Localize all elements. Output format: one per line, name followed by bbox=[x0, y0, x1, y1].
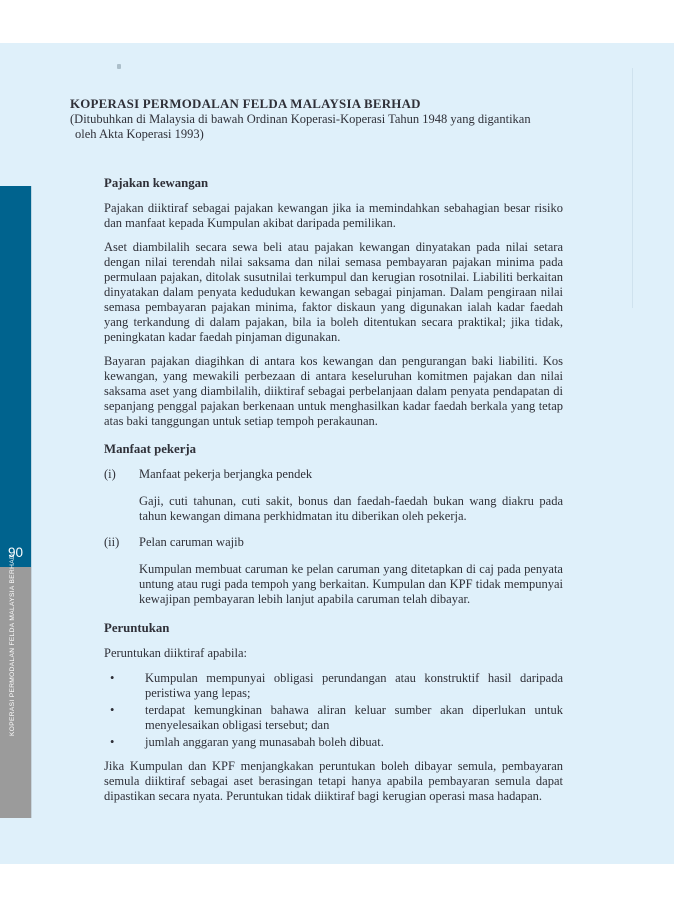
paragraph-finance-lease-1: Pajakan diiktiraf sebagai pajakan kewangan jika ia memindahkan sebahagian besar risiko dan manfaat kepada Kumpulan akibat daripada pemilikan. bbox=[104, 201, 563, 230]
document-title: KOPERASI PERMODALAN FELDA MALAYSIA BERHAD bbox=[70, 97, 421, 111]
sidebar-gray-bar bbox=[0, 553, 31, 818]
heading-pajakan-kewangan: Pajakan kewangan bbox=[104, 176, 209, 190]
scanned-page bbox=[0, 43, 674, 864]
bullet-text-3: jumlah anggaran yang munasabah boleh dibuat. bbox=[145, 735, 384, 749]
heading-peruntukan: Peruntukan bbox=[104, 621, 170, 635]
page-number: 90 bbox=[7, 545, 24, 560]
list-item-i-body: Gaji, cuti tahunan, cuti sakit, bonus dan faedah-faedah bukan wang diakru pada tahun kewangan dimana perkhidmatan itu diberikan oleh pekerja. bbox=[139, 494, 563, 523]
provisions-intro: Peruntukan diiktiraf apabila: bbox=[104, 646, 248, 660]
list-item-i-title: Manfaat pekerja berjangka pendek bbox=[139, 467, 313, 481]
bullet-item bbox=[104, 703, 563, 733]
bullet-marker-icon: • bbox=[110, 735, 115, 749]
list-item-ii-marker: (ii) bbox=[104, 535, 120, 549]
bullet-item bbox=[104, 735, 563, 750]
list-item-i bbox=[104, 467, 563, 482]
bullet-marker-icon: • bbox=[110, 703, 115, 717]
bullet-marker-icon: • bbox=[110, 671, 115, 685]
provisions-closing-paragraph: Jika Kumpulan dan KPF menjangkakan peruntukan boleh dibayar semula, pembayaran semula diiktiraf sebagai aset berasingan tetapi hanya apabila pembayaran semula dapat dipastikan secara nyata. Peruntukan tidak diiktiraf bagi kerugian operasi masa hadapan. bbox=[104, 759, 563, 803]
sidebar-blue-bar bbox=[0, 186, 31, 567]
scan-artifact-line bbox=[632, 68, 633, 308]
list-item-i-marker: (i) bbox=[104, 467, 116, 481]
bullet-text-1: Kumpulan mempunyai obligasi perundangan atau konstruktif hasil daripada peristiwa yang lepas; bbox=[145, 671, 563, 700]
list-item-ii-title: Pelan caruman wajib bbox=[139, 535, 244, 549]
document-subtitle-line1: (Ditubuhkan di Malaysia di bawah Ordinan Koperasi-Koperasi Tahun 1948 yang digantikan bbox=[70, 112, 531, 126]
paragraph-finance-lease-2: Aset diambilalih secara sewa beli atau pajakan kewangan dinyatakan pada nilai setara dengan nilai terendah nilai saksama dan nilai semasa pembayaran pajakan minima pada permulaan pajakan, ditolak susutnilai terkumpul dan kerugian rosotnilai. Liabiliti berkaitan dinyatakan dalam penyata kedudukan kewangan sebagai pinjaman. Dalam pengiraan nilai semasa pembayaran pajakan minima, faktor diskaun yang digunakan ialah kadar faedah yang terkandung di dalam pajakan, bila ia boleh ditentukan secara praktikal; jika tidak, peningkatan kadar faedah pinjaman digunakan. bbox=[104, 240, 563, 344]
provisions-bullet-list bbox=[104, 671, 563, 750]
document-header bbox=[70, 97, 590, 142]
document-subtitle-line2: oleh Akta Koperasi 1993) bbox=[75, 127, 204, 141]
scan-speck bbox=[117, 64, 121, 69]
sidebar-vertical-title: KOPERASI PERMODALAN FELDA MALAYSIA BERHAD bbox=[9, 553, 16, 736]
paragraph-finance-lease-3: Bayaran pajakan diagihkan di antara kos kewangan dan pengurangan baki liabiliti. Kos kewangan, yang mewakili perbezaan di antara keseluruhan komitmen pajakan dan nilai saksama aset yang diambilalih, diiktiraf sebagai perbelanjaan dalam penyata pendapatan di sepanjang penggal pajakan berkenaan untuk menghasilkan kadar faedah berkala yang tetap atas baki tanggungan untuk setiap tempoh perakaunan. bbox=[104, 354, 563, 428]
bullet-item bbox=[104, 671, 563, 701]
list-item-ii bbox=[104, 535, 563, 550]
document-body bbox=[104, 176, 563, 804]
bullet-text-2: terdapat kemungkinan bahawa aliran keluar sumber akan diperlukan untuk menyelesaikan obligasi tersebut; dan bbox=[145, 703, 563, 732]
heading-manfaat-pekerja: Manfaat pekerja bbox=[104, 442, 197, 456]
list-item-ii-body: Kumpulan membuat caruman ke pelan caruman yang ditetapkan di caj pada penyata untung atau rugi pada tempoh yang berkaitan. Kumpulan dan KPF tidak mempunyai kewajipan pembayaran lebih lanjut apabila caruman telah dibayar. bbox=[139, 562, 563, 606]
